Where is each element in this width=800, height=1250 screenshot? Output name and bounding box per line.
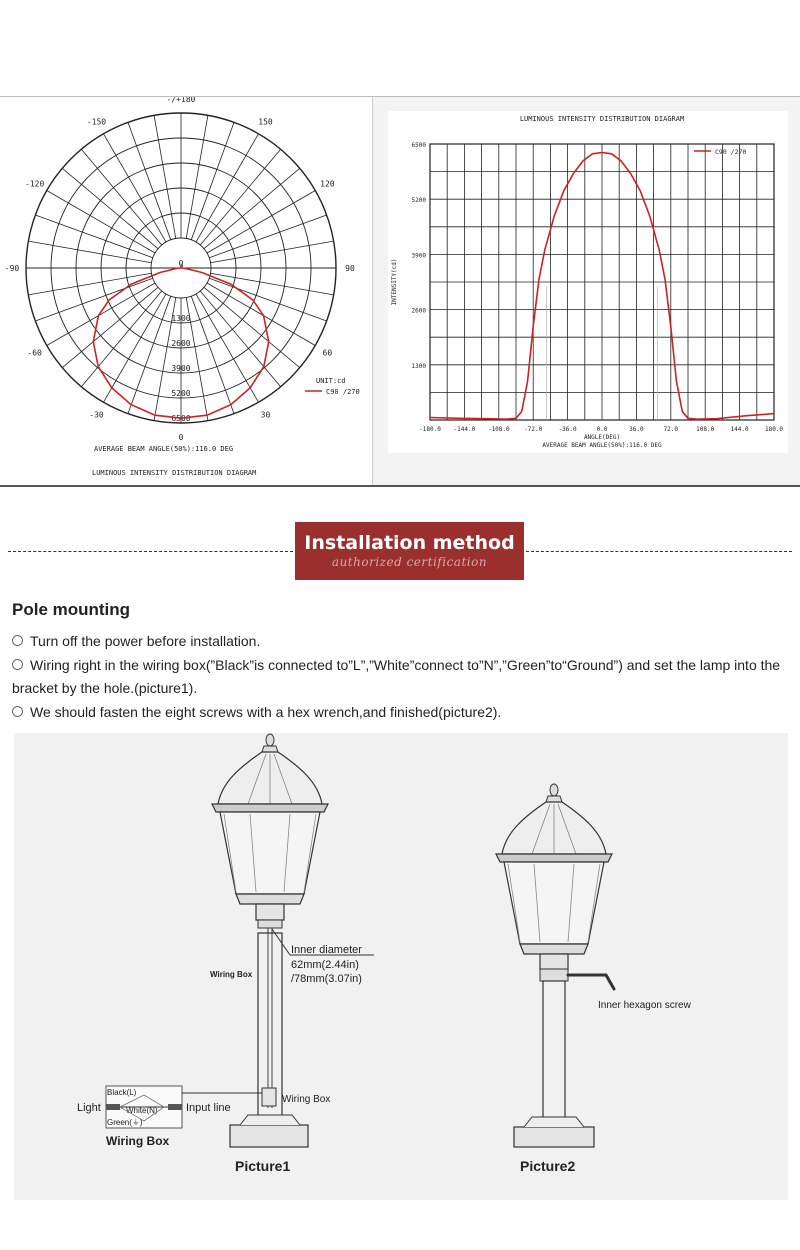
dashed-divider-left [8,551,293,552]
section-heading: Pole mounting [12,600,131,619]
chart-x-tick: 0.0 [596,426,608,433]
polar-spoke [191,296,234,413]
green-wire-label: Green(⏚) [107,1118,143,1127]
polar-radial-label: 6500 [171,414,191,423]
hex-screw-label: Inner hexagon screw [598,1000,691,1011]
polar-radial-label: 3900 [171,364,191,373]
polar-spoke [128,122,171,239]
polar-radial-label: 2600 [171,339,191,348]
polar-radial-label: 0 [178,259,184,268]
hex-wrench-icon [568,975,614,989]
polar-beam-angle: AVERAGE BEAM ANGLE(50%):116.0 DEG [94,445,234,453]
linear-intensity-chart [388,111,788,453]
inner-diameter-label: Inner diameter [291,944,362,956]
diameter-metric-1: 62mm(2.44in) [291,959,359,971]
chart-x-tick: -144.0 [453,426,476,433]
chart-x-tick: -180.0 [419,426,441,433]
chart-x-tick: -108.0 [487,426,510,433]
step-text: We should fasten the eight screws with a hex wrench,and finished(picture2). [30,704,502,720]
polar-spoke [81,149,161,245]
chart-x-tick: 36.0 [629,426,644,433]
installation-banner [295,522,524,580]
picture1-caption: Picture1 [235,1158,291,1174]
chart-y-tick: 3900 [411,252,426,260]
polar-spoke [128,296,171,413]
chart-x-tick: 108.0 [696,426,715,433]
polar-diagram [0,97,372,485]
black-wire-label: Black(L) [107,1088,137,1097]
chart-x-tick: 180.0 [764,426,784,433]
chart-y-label: INTENSITY(cd) [391,258,398,306]
polar-spoke [200,149,280,245]
chart-title: LUMINOUS INTENSITY DISTRIBUTION DIAGRAM [519,115,685,123]
polar-angle-label: 150 [258,117,273,127]
wiring-box-caption: Wiring Box [106,1134,170,1148]
installation-banner-row [0,522,800,580]
instruction-step [12,630,790,653]
banner-subtitle: authorized certification [331,555,488,569]
circle-bullet-icon [12,635,23,646]
polar-spoke [186,115,208,238]
polar-spoke [154,115,176,238]
polar-radial-label: 1300 [171,314,191,323]
polar-spoke [191,122,234,239]
photometric-diagrams [0,96,800,487]
wiring-box-top-label: Wiring Box [210,970,253,979]
linear-diagram-panel [388,111,788,453]
step-text: Wiring right in the wiring box(”Black”is connected to”L”,”White”connect to”N”,”Green”to“Ground”) and set the lamp into the bracket by the hole.(picture1). [12,657,781,696]
circle-bullet-icon [12,659,23,670]
lamp-picture2 [496,784,612,970]
polar-angle-label: -/+180 [166,97,196,104]
lamp-picture1 [212,734,328,920]
chart-y-tick: 1300 [411,362,426,370]
polar-angle-label: 60 [322,348,333,358]
picture2-caption: Picture2 [520,1158,576,1174]
step-text: Turn off the power before installation. [30,633,261,649]
wiring-box-mid-label: Wiring Box [282,1094,331,1105]
polar-angle-label: -120 [25,179,45,189]
polar-legend-label: C90 /270 [326,388,360,396]
banner-title: Installation method [304,532,515,554]
polar-spoke [209,215,326,258]
light-label: Light [77,1102,101,1114]
dashed-divider-right [526,551,792,552]
polar-angle-label: -90 [4,264,20,273]
polar-spoke [209,278,326,321]
chart-y-tick: 2600 [411,307,426,315]
polar-title: LUMINOUS INTENSITY DISTRIBUTION DIAGRAM [92,469,257,477]
chart-legend-label: C90 /270 [715,148,747,156]
chart-x-tick: 144.0 [730,426,749,433]
polar-unit-label: UNIT:cd [316,377,346,385]
polar-radial-label: 5200 [171,389,191,398]
chart-x-tick: 72.0 [663,426,679,433]
polar-angle-label: 30 [260,410,271,420]
polar-diagram-panel [0,97,373,485]
diameter-metric-2: /78mm(3.07in) [291,973,362,985]
polar-angle-label: -30 [89,410,104,420]
chart-x-tick: -36.0 [558,426,577,433]
chart-y-tick: 5200 [411,197,426,205]
white-wire-label: White(N) [126,1106,158,1115]
polar-angle-label: -150 [86,117,107,127]
polar-angle-label: 90 [345,264,355,273]
chart-y-tick: 6500 [411,142,426,149]
polar-spoke [211,241,334,263]
polar-spoke [28,241,151,263]
polar-spoke [35,215,152,258]
polar-angle-label: -60 [27,348,42,358]
chart-x-label: ANGLE(DEG) [583,434,621,441]
chart-footer: AVERAGE BEAM ANGLE(50%):116.0 DEG [542,442,662,449]
polar-spoke [204,168,300,248]
input-line-label: Input line [186,1102,231,1114]
polar-spoke [35,278,152,321]
instruction-step [12,654,790,700]
installation-drawing [14,733,788,1200]
polar-angle-label: 120 [320,179,335,189]
polar-angle-label: 0 [178,433,184,442]
pole-picture2 [514,969,614,1147]
instruction-step [12,701,790,724]
installation-figure [14,733,788,1200]
circle-bullet-icon [12,706,23,717]
polar-spoke [62,168,158,248]
chart-x-tick: -72.0 [524,426,543,433]
